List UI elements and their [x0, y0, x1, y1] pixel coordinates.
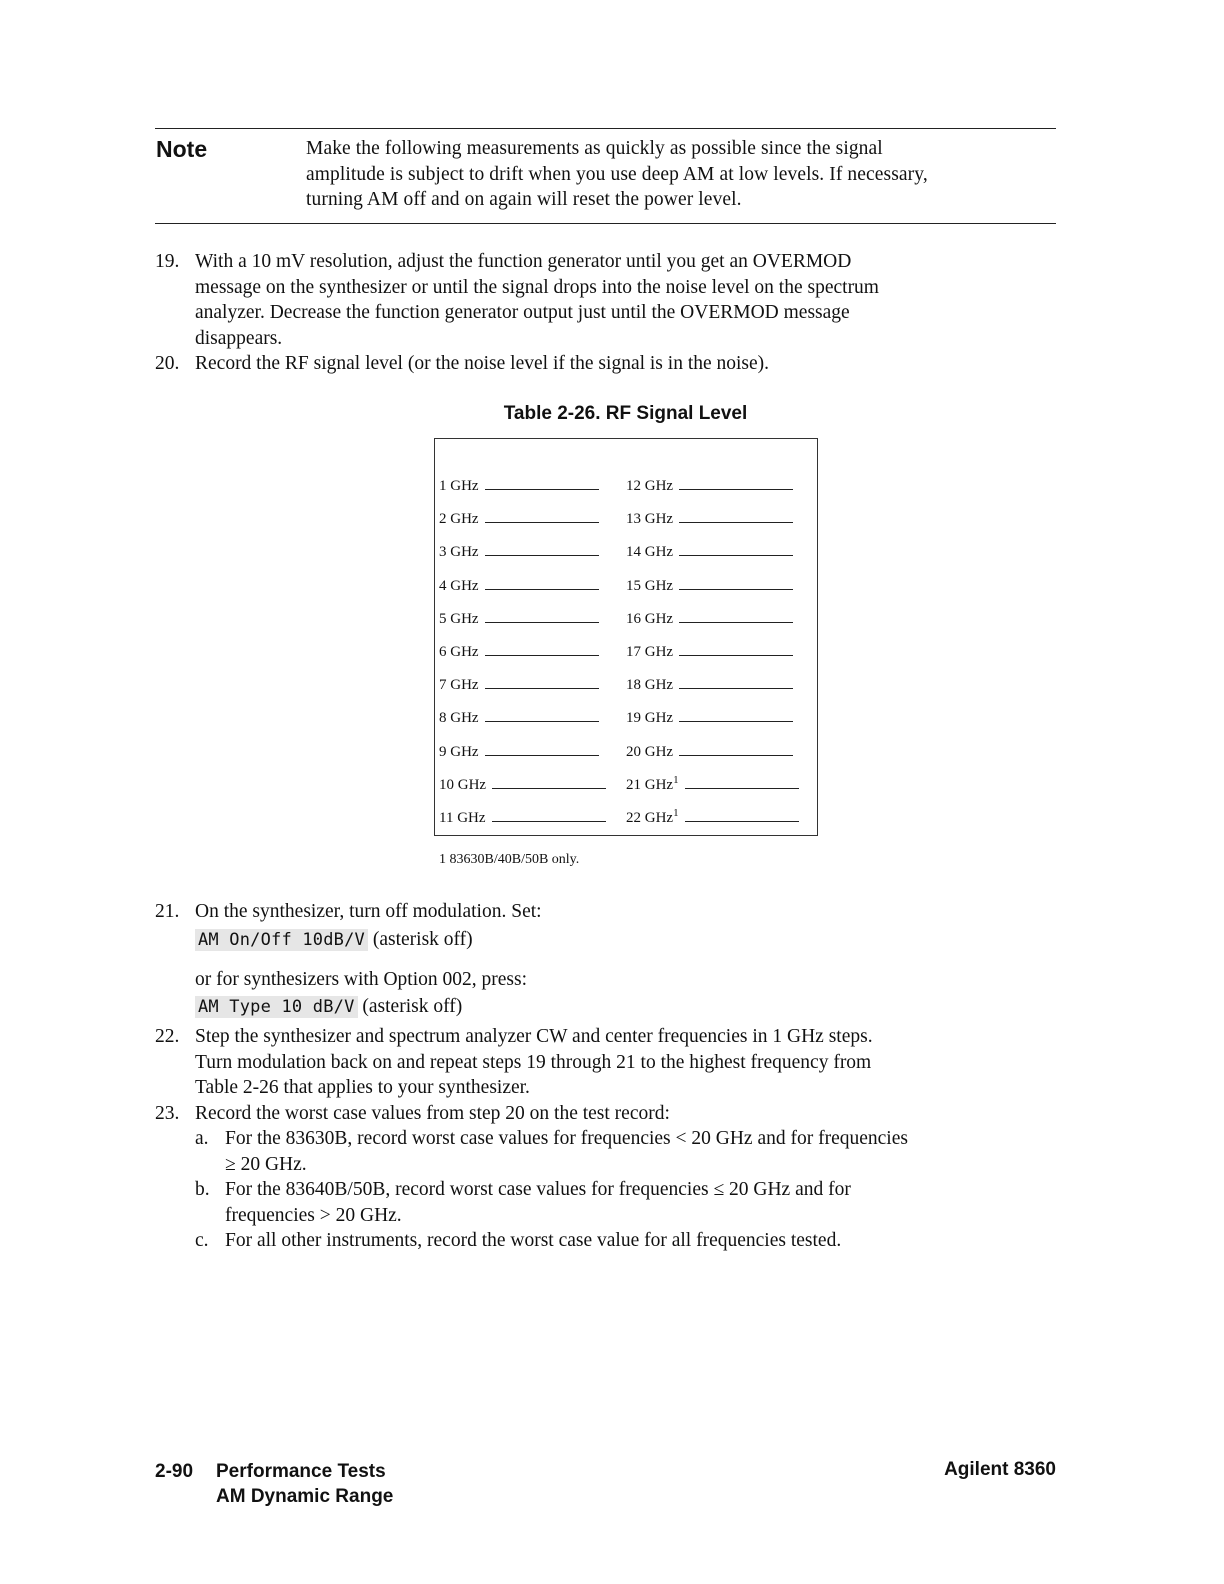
step-23b	[195, 1177, 1055, 1228]
table-footnote: 1 83630B/40B/50B only.	[439, 852, 580, 867]
table-row	[439, 511, 819, 535]
freq-label: 5 GHz	[439, 610, 479, 627]
freq-cell-left	[439, 810, 606, 827]
sub-line: frequencies > 20 GHz.	[225, 1204, 402, 1226]
step-number: 22.	[155, 1026, 180, 1047]
footer-left	[155, 1459, 393, 1509]
freq-label: 2 GHz	[439, 511, 479, 528]
freq-label: 11 GHz	[439, 810, 486, 826]
step-line: Record the RF signal level (or the noise level if the signal is in the noise).	[195, 353, 770, 374]
step-number: 23.	[155, 1102, 180, 1124]
value-blank-line	[485, 521, 599, 523]
step-23	[155, 1101, 1055, 1254]
freq-label: 7 GHz	[439, 677, 479, 694]
step-21-block	[155, 899, 1055, 1020]
note-label: Note	[156, 136, 208, 162]
am-onoff-10db-softkey[interactable]: AM On/Off 10dB/V	[195, 929, 368, 951]
freq-label: 3 GHz	[439, 544, 479, 561]
freq-cell-left	[439, 677, 599, 694]
freq-cell-left	[439, 710, 599, 727]
freq-label: 21 GHz	[626, 776, 674, 793]
step-number: 19.	[155, 251, 180, 272]
table-row	[439, 677, 819, 701]
value-blank-line	[679, 754, 793, 756]
freq-cell-left	[439, 744, 599, 761]
step-line: disappears.	[195, 327, 283, 349]
table-title: Table 2-26. RF Signal Level	[503, 403, 748, 424]
freq-label: 16 GHz	[626, 610, 674, 627]
softkey-line	[195, 927, 1055, 954]
value-blank-line	[492, 820, 606, 822]
am-type-10db-softkey[interactable]: AM Type 10 dB/V	[195, 996, 358, 1018]
step-number: 20.	[155, 353, 180, 374]
step-line: Turn modulation back on and repeat steps 19 through 21 to the highest frequency from	[195, 1051, 872, 1073]
freq-cell-right	[626, 710, 793, 727]
value-blank-line	[679, 687, 793, 689]
value-blank-line	[685, 820, 799, 822]
step-line: On the synthesizer, turn off modulation. Set:	[195, 901, 542, 922]
freq-label: 22 GHz	[626, 810, 674, 826]
sub-line: ≥ 20 GHz.	[225, 1153, 307, 1175]
freq-cell-right	[626, 544, 793, 561]
freq-cell-right	[626, 773, 799, 794]
footer-subsection: AM Dynamic Range	[216, 1486, 394, 1507]
sub-line: For the 83640B/50B, record worst case values for frequencies ≤ 20 GHz and for	[225, 1179, 851, 1200]
freq-label: 6 GHz	[439, 644, 479, 660]
freq-cell-left	[439, 544, 599, 561]
note-text	[306, 136, 1061, 213]
softkey-note: (asterisk off)	[362, 995, 463, 1017]
value-blank-line	[679, 654, 793, 656]
table-row	[439, 611, 819, 635]
softkey-line	[195, 994, 1055, 1021]
value-blank-line	[679, 621, 793, 623]
sub-line: For the 83630B, record worst case values for frequencies < 20 GHz and for frequencies	[225, 1128, 908, 1149]
freq-label: 10 GHz	[439, 776, 487, 793]
freq-cell-left	[439, 578, 599, 595]
steps-22-23	[155, 1024, 1055, 1254]
freq-cell-right	[626, 611, 793, 628]
freq-cell-left	[439, 478, 599, 495]
freq-label: 14 GHz	[626, 544, 674, 561]
freq-label: 17 GHz	[626, 644, 674, 660]
step-line: or for synthesizers with Option 002, press:	[195, 969, 527, 990]
freq-label: 19 GHz	[626, 710, 674, 727]
step-23a	[195, 1126, 1055, 1177]
table-row	[439, 807, 819, 834]
freq-cell-right	[626, 511, 793, 528]
step-22	[155, 1024, 1055, 1101]
sub-label: b.	[195, 1179, 210, 1200]
step-line: With a 10 mV resolution, adjust the function generator until you get an OVERMOD	[195, 251, 852, 272]
sub-label: c.	[195, 1230, 209, 1251]
freq-label: 18 GHz	[626, 677, 674, 694]
value-blank-line	[485, 554, 599, 556]
value-blank-line	[685, 787, 799, 789]
table-row	[439, 644, 819, 668]
table-row	[439, 773, 819, 801]
step-23c	[195, 1228, 1055, 1254]
footer-section: Performance Tests	[216, 1461, 386, 1482]
footnote-marker: 1	[673, 773, 679, 786]
freq-label: 4 GHz	[439, 577, 479, 594]
note-line: amplitude is subject to drift when you use deep AM at low levels. If necessary,	[306, 163, 928, 185]
freq-cell-left	[439, 644, 599, 661]
footnote-marker: 1	[673, 807, 679, 819]
value-blank-line	[679, 720, 793, 722]
freq-label: 1 GHz	[439, 478, 479, 494]
sub-line: For all other instruments, record the worst case value for all frequencies tested.	[225, 1230, 842, 1251]
footer-product: Agilent 8360	[944, 1459, 1056, 1480]
step-line: message on the synthesizer or until the signal drops into the noise level on the spectrum	[195, 276, 879, 298]
step-line: Table 2-26 that applies to your synthesizer.	[195, 1077, 530, 1098]
page-number: 2-90	[155, 1461, 194, 1482]
freq-label: 15 GHz	[626, 577, 674, 594]
value-blank-line	[679, 554, 793, 556]
value-blank-line	[492, 787, 606, 789]
freq-cell-left	[439, 611, 599, 628]
step-21	[155, 899, 1055, 1020]
freq-cell-left	[439, 777, 606, 794]
value-blank-line	[679, 488, 793, 490]
freq-cell-right	[626, 677, 793, 694]
note-bottom-rule	[155, 223, 1056, 224]
freq-label: 8 GHz	[439, 710, 479, 727]
freq-cell-right	[626, 478, 793, 495]
step-20	[155, 351, 1055, 377]
step-line: analyzer. Decrease the function generator output just until the OVERMOD message	[195, 302, 850, 323]
sub-label: a.	[195, 1128, 209, 1149]
value-blank-line	[485, 687, 599, 689]
step-19	[155, 249, 1055, 351]
table-row	[439, 478, 819, 502]
freq-cell-right	[626, 744, 793, 761]
value-blank-line	[485, 488, 599, 490]
softkey-note: (asterisk off)	[372, 928, 473, 950]
table-row	[439, 744, 819, 768]
steps-19-20	[155, 249, 1055, 377]
value-blank-line	[679, 521, 793, 523]
step-number: 21.	[155, 901, 180, 922]
note-line: Make the following measurements as quickly as possible since the signal	[306, 138, 883, 159]
note-line: turning AM off and on again will reset the power level.	[306, 189, 742, 210]
value-blank-line	[485, 588, 599, 590]
table-row	[439, 710, 819, 734]
freq-cell-left	[439, 511, 599, 528]
step-line: Step the synthesizer and spectrum analyzer CW and center frequencies in 1 GHz steps.	[195, 1026, 873, 1047]
table-row	[439, 578, 819, 602]
footer-line-1	[155, 1459, 393, 1484]
step-line: Record the worst case values from step 20 on the test record:	[195, 1102, 670, 1124]
freq-cell-right	[626, 807, 799, 827]
freq-label: 13 GHz	[626, 511, 674, 528]
freq-label: 12 GHz	[626, 478, 674, 494]
value-blank-line	[485, 720, 599, 722]
freq-cell-right	[626, 578, 793, 595]
value-blank-line	[485, 654, 599, 656]
freq-cell-right	[626, 644, 793, 661]
note-top-rule	[155, 128, 1056, 129]
freq-label: 9 GHz	[439, 743, 479, 760]
freq-label: 20 GHz	[626, 743, 674, 760]
table-row	[439, 544, 819, 568]
value-blank-line	[485, 754, 599, 756]
value-blank-line	[485, 621, 599, 623]
value-blank-line	[679, 588, 793, 590]
